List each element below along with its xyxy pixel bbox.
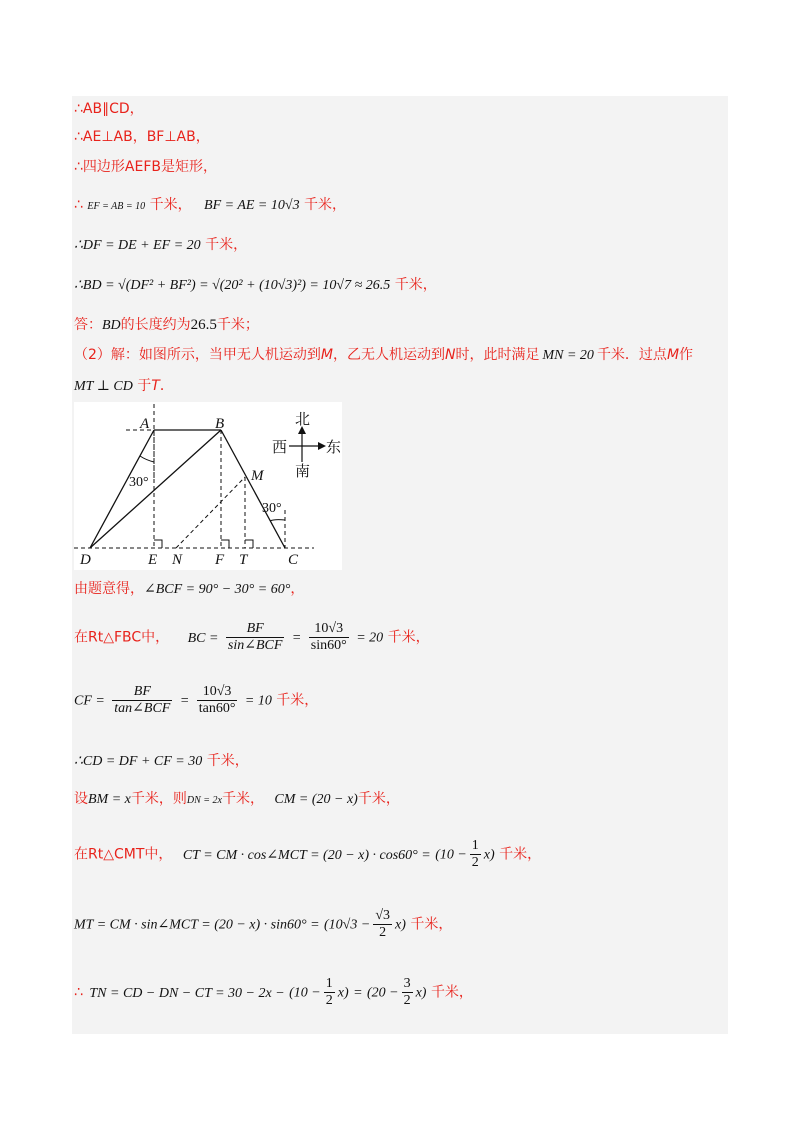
math-bf: BF = AE = 10√3 <box>204 198 300 213</box>
line-df <box>74 236 247 255</box>
part2-text: （2）解：如图所示，当甲无人机运动到 <box>74 347 321 363</box>
line-answer <box>74 316 259 335</box>
line-ef-bf <box>74 196 346 216</box>
paren-close: x) <box>395 917 406 933</box>
part2-text: 千米．过点 <box>596 347 667 363</box>
text-perpendicular: ∴AE⊥AB，BF⊥AB， <box>74 129 210 145</box>
text-then: 千米，则 <box>130 791 187 807</box>
answer-text: 的长度约为 <box>120 317 191 333</box>
label-m: M <box>251 468 264 484</box>
math-angle-bcf: ∠BCF = 90° − 30° = 60° <box>144 582 291 597</box>
line-mt <box>74 377 174 396</box>
line-ct <box>74 838 541 871</box>
label-angle-a: 30° <box>129 475 149 490</box>
text-rectangle: ∴四边形AEFB是矩形， <box>74 159 217 175</box>
label-e: E <box>148 552 158 568</box>
frac-den: 2 <box>471 855 479 870</box>
math-tn: TN = CD − DN − CT = 30 − 2x − <box>89 985 285 1001</box>
line-angle-bcf <box>74 580 304 599</box>
frac-den: tan∠BCF <box>114 701 171 716</box>
unit-km: 千米， <box>357 791 400 807</box>
line-bd <box>74 276 437 295</box>
point-n: N <box>445 347 456 363</box>
math-ct: CT = CM · cos∠MCT = (20 − x) · cos60° = <box>182 847 431 863</box>
frac-den: 2 <box>379 925 387 940</box>
math-cd: ∴CD = DF + CF = 30 <box>74 754 203 769</box>
period: ． <box>159 378 174 394</box>
unit-km: 千米， <box>410 916 453 933</box>
label-f: F <box>215 552 225 568</box>
point-t: T <box>151 378 160 394</box>
label-angle-c: 30° <box>262 501 282 516</box>
line-mt-value <box>74 908 452 941</box>
label-d: D <box>80 552 91 568</box>
unit-km: 千米， <box>394 277 437 293</box>
math-bm: BM = x <box>88 792 131 807</box>
therefore-symbol: ∴ <box>74 984 83 1001</box>
math-ef: EF = AB = 10 <box>87 201 146 212</box>
math-bd-label: BD <box>102 318 121 333</box>
frac-den: sin∠BCF <box>227 638 283 653</box>
frac-den: tan60° <box>198 701 236 716</box>
math-mt-eq: MT = CM · sin∠MCT = (20 − x) · sin60° = <box>74 917 320 933</box>
text-rt-cmt: 在Rt△CMT中， <box>74 846 173 863</box>
paren-close: x) <box>337 985 349 1001</box>
paren-close: x) <box>483 847 495 863</box>
unit-km: 千米， <box>499 846 542 863</box>
line-tn <box>74 976 473 1009</box>
unit-km: 千米， <box>276 692 319 709</box>
math-result: = 20 <box>356 630 384 646</box>
text-rt-fbc: 在Rt△FBC中， <box>74 629 170 646</box>
text-yu: 于 <box>137 378 152 394</box>
math-result: = 10 <box>244 693 272 709</box>
math-df: ∴DF = DE + EF = 20 <box>74 238 201 253</box>
paren-close: x) <box>415 985 427 1001</box>
frac-num: BF <box>112 684 172 701</box>
compass-north: 北 <box>295 410 311 428</box>
equals: = <box>291 630 302 646</box>
paren-open: (10 − <box>289 985 321 1001</box>
part2-text: 时，此时满足 <box>455 347 540 363</box>
part2-text: ，乙无人机运动到 <box>333 347 445 363</box>
frac-num: 10√3 <box>309 621 349 638</box>
line-bc <box>74 621 430 654</box>
frac-num: 3 <box>403 976 411 991</box>
compass-south: 南 <box>295 462 311 480</box>
paren-open: (10 − <box>435 847 467 863</box>
point-m: M <box>666 347 680 363</box>
equals: = <box>179 693 190 709</box>
frac-den: 2 <box>325 993 333 1008</box>
paren-open: (10√3 − <box>324 917 371 933</box>
math-dn: DN = 2x <box>186 795 222 806</box>
line-set-x <box>74 790 400 810</box>
math-bd: ∴BD = √(DF² + BF²) = √(20² + (10√3)²) = 10√7 ≈ 26.5 <box>74 278 391 293</box>
frac-num: 1 <box>471 838 479 853</box>
unit-km: 千米， <box>206 753 249 769</box>
frac-num: √3 <box>375 908 390 923</box>
paren-open: (20 − <box>366 985 399 1001</box>
line-rectangle <box>74 158 217 176</box>
geometry-figure <box>74 402 342 570</box>
math-cm: CM = (20 − x) <box>274 792 358 807</box>
label-a: A <box>140 416 150 432</box>
math-mt: MT ⊥ CD <box>74 379 133 394</box>
equals: = <box>353 985 363 1001</box>
unit-km: 千米， <box>304 197 347 213</box>
compass-east: 东 <box>326 438 342 456</box>
unit-km: 千米， <box>149 197 192 213</box>
line-part2 <box>74 346 693 365</box>
point-m: M <box>320 347 333 363</box>
answer-value: 26.5 <box>190 317 217 333</box>
unit-km: 千米， <box>387 629 430 646</box>
label-c: C <box>288 552 299 568</box>
unit-km: 千米， <box>205 237 248 253</box>
label-t: T <box>239 552 248 568</box>
math-mn: MN = 20 <box>542 348 594 363</box>
compass-west: 西 <box>272 438 288 456</box>
math-bc: BC = <box>187 630 219 646</box>
text-set: 设 <box>74 791 88 807</box>
label-b: B <box>215 416 225 432</box>
part2-text: 作 <box>679 347 694 363</box>
math-cf: CF = <box>74 693 105 709</box>
unit-km: 千米， <box>430 984 473 1001</box>
text-parallel: ∴AB∥CD， <box>74 101 144 117</box>
unit-km: 千米； <box>216 317 259 333</box>
line-cd <box>74 752 249 771</box>
frac-den: 2 <box>403 993 411 1008</box>
label-n: N <box>172 552 183 568</box>
line-perpendicular <box>74 128 210 146</box>
unit-km: 千米， <box>221 791 264 807</box>
therefore-symbol: ∴ <box>74 197 83 213</box>
line-parallel <box>74 100 144 118</box>
frac-den: sin60° <box>310 638 347 653</box>
answer-label: 答： <box>74 317 102 333</box>
line-cf <box>74 684 318 717</box>
frac-num: 10√3 <box>197 684 238 701</box>
frac-num: BF <box>226 621 285 638</box>
text-given: 由题意得， <box>74 581 144 597</box>
frac-num: 1 <box>325 976 333 991</box>
comma: ， <box>290 581 305 597</box>
